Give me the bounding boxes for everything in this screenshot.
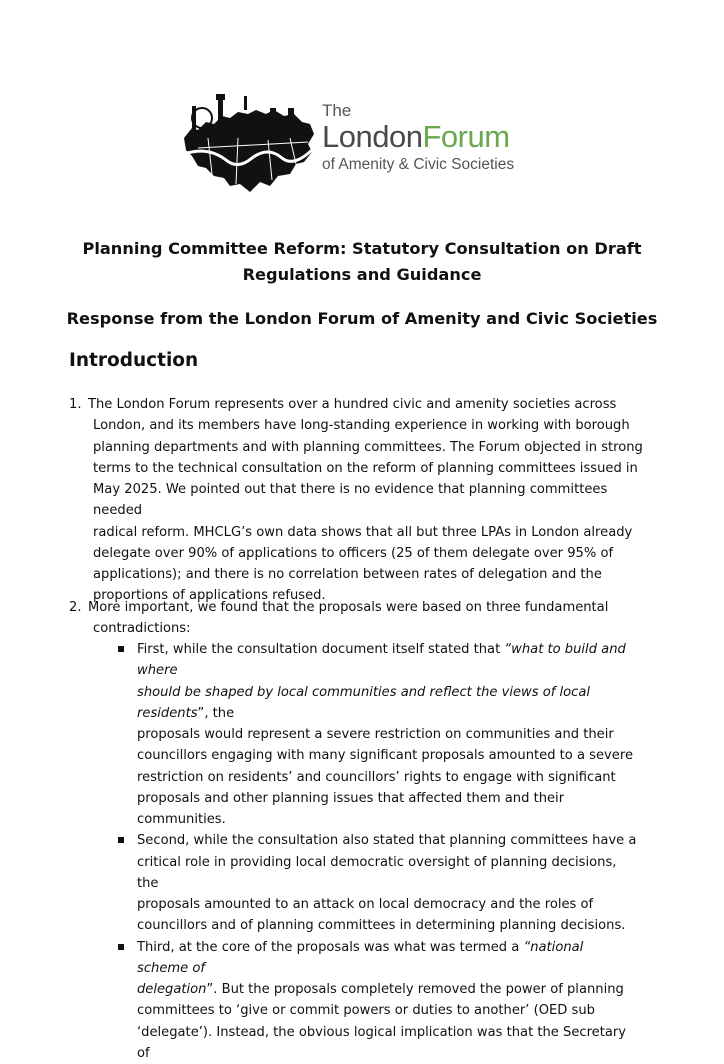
paragraph-line: May 2025. We pointed out that there is no evidence that planning committees needed — [69, 479, 649, 522]
square-bullet-icon — [118, 944, 124, 950]
title-line-2: Regulations and Guidance — [60, 262, 664, 288]
logo-the: The — [322, 102, 514, 120]
bullet-line: councillors engaging with many significant proposals amounted to a severe — [137, 745, 638, 766]
paragraph-line: The London Forum represents over a hundred civic and amenity societies across — [69, 394, 649, 415]
bullet-text: First, while the consultation document itself stated that — [137, 642, 504, 657]
paragraph-line: contradictions: — [69, 618, 649, 639]
paragraph-line: London, and its members have long-standing experience in working with borough — [69, 415, 649, 436]
logo-wordmark — [322, 102, 514, 175]
bullet-line — [137, 979, 638, 1000]
london-skyline-map-icon — [178, 88, 318, 196]
logo-london: London — [322, 119, 422, 154]
title-line-1: Planning Committee Reform: Statutory Consultation on Draft — [60, 236, 664, 262]
paragraph-line: planning departments and with planning committees. The Forum objected in strong — [69, 437, 649, 458]
bullet-line — [137, 639, 638, 682]
bullet-line: critical role in providing local democratic oversight of planning decisions, the — [137, 852, 638, 895]
bullet-line: councillors and of planning committees in determining planning decisions. — [137, 915, 638, 936]
logo-subtitle: of Amenity & Civic Societies — [322, 155, 514, 175]
square-bullet-icon — [118, 837, 124, 843]
bullet-item-2 — [118, 830, 638, 936]
bullet-line: Second, while the consultation also stated that planning committees have a — [137, 830, 638, 851]
bullet-line — [137, 937, 638, 980]
response-title: Response from the London Forum of Amenity and Civic Societies — [40, 306, 684, 332]
bullet-text: ”, the — [198, 706, 235, 721]
bullet-line: restriction on residents’ and councillors’ rights to engage with significant — [137, 767, 638, 788]
bullet-quote: delegation — [137, 982, 206, 997]
bullet-line: proposals amounted to an attack on local democracy and the roles of — [137, 894, 638, 915]
numbered-paragraph-1 — [69, 394, 649, 607]
bullet-line: ‘delegate’). Instead, the obvious logical implication was that the Secretary of — [137, 1022, 638, 1064]
square-bullet-icon — [118, 646, 124, 652]
bullet-item-1 — [118, 639, 638, 830]
document-title — [60, 236, 664, 288]
paragraph-line: delegate over 90% of applications to officers (25 of them delegate over 95% of — [69, 543, 649, 564]
paragraph-line: terms to the technical consultation on the reform of planning committees issued in — [69, 458, 649, 479]
logo-name — [322, 121, 514, 153]
bullet-quote: “national scheme of — [137, 940, 583, 976]
paragraph-line: radical reform. MHCLG’s own data shows that all but three LPAs in London already — [69, 522, 649, 543]
bullet-line: committees to ‘give or commit powers or duties to another’ (OED sub — [137, 1000, 638, 1021]
paragraph-number: 2. — [69, 597, 82, 618]
bullet-line: proposals would represent a severe restriction on communities and their — [137, 724, 638, 745]
bullet-line: proposals and other planning issues that affected them and their communities. — [137, 788, 638, 831]
bullet-quote: “what to build and where — [137, 642, 626, 678]
bullet-text: Third, at the core of the proposals was what was termed a — [137, 940, 523, 955]
logo-forum: Forum — [422, 119, 509, 154]
bullet-text: ”. But the proposals completely removed the power of planning — [206, 982, 623, 997]
bullet-quote: should be shaped by local communities and reflect the views of local residents — [137, 685, 590, 721]
bullet-item-3 — [118, 937, 638, 1064]
paragraph-line: proportions of applications refused. — [69, 585, 649, 606]
london-forum-logo — [178, 88, 538, 198]
numbered-paragraph-2 — [69, 597, 649, 640]
bullet-list — [118, 639, 638, 1064]
bullet-line — [137, 682, 638, 725]
paragraph-line: More important, we found that the proposals were based on three fundamental — [69, 597, 649, 618]
paragraph-line: applications); and there is no correlation between rates of delegation and the — [69, 564, 649, 585]
section-heading-introduction: Introduction — [69, 347, 198, 375]
paragraph-number: 1. — [69, 394, 82, 415]
